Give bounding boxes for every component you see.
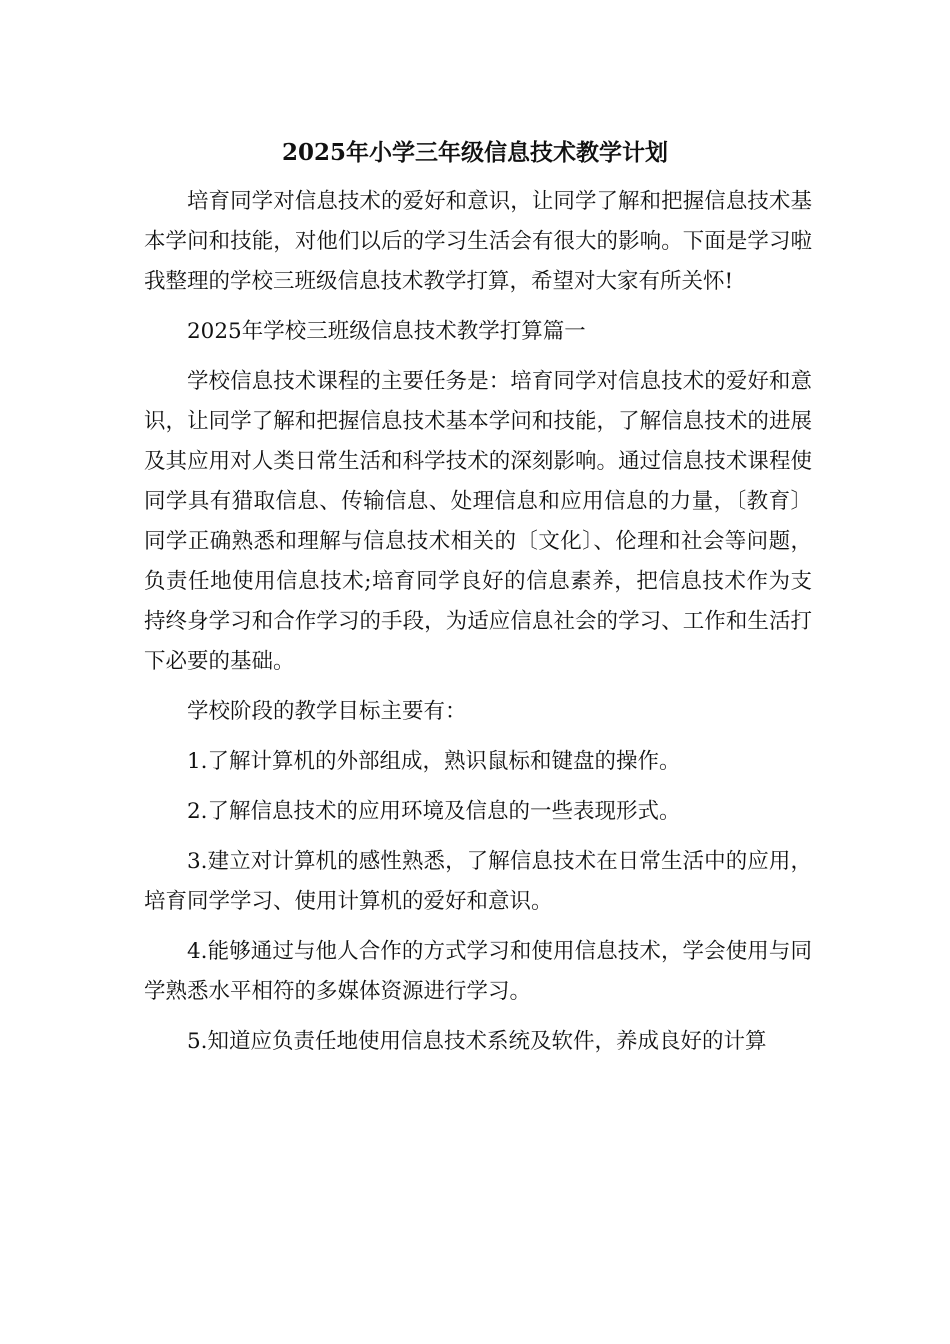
course-task-paragraph: 学校信息技术课程的主要任务是：培育同学对信息技术的爱好和意识，让同学了解和把握信息技术基本学问和技能，了解信息技术的进展及其应用对人类日常生活和科学技术的深刻影响。通过信息技术课程使同学具有猎取信息、传输信息、处理信息和应用信息的力量，〔教育〕同学正确熟悉和理解与信息技术相关的〔文化〕、伦理和社会等问题，负责任地使用信息技术;培育同学良好的信息素养，把信息技术作为支持终身学习和合作学习的手段，为适应信息社会的学习、工作和生活打下必要的基础。	[144, 369, 812, 674]
goal-item-5: 5.知道应负责任地使用信息技术系统及软件，养成良好的计算	[187, 1029, 767, 1054]
document-title: 2025年小学三年级信息技术教学计划	[281, 139, 668, 166]
goal-item-4: 4.能够通过与他人合作的方式学习和使用信息技术，学会使用与同学熟悉水平相符的多媒体资源进行学习。	[144, 939, 812, 1004]
goal-item-1: 1.了解计算机的外部组成，熟识鼠标和键盘的操作。	[187, 749, 681, 774]
intro-paragraph: 培育同学对信息技术的爱好和意识，让同学了解和把握信息技术基本学问和技能，对他们以后的学习生活会有很大的影响。下面是学习啦我整理的学校三班级信息技术教学打算，希望对大家有所关怀!	[144, 189, 812, 294]
goals-intro-paragraph: 学校阶段的教学目标主要有：	[187, 699, 467, 724]
document-body	[144, 182, 812, 1062]
goal-item-3: 3.建立对计算机的感性熟悉，了解信息技术在日常生活中的应用，培育同学学习、使用计算机的爱好和意识。	[144, 849, 812, 914]
goal-item-2: 2.了解信息技术的应用环境及信息的一些表现形式。	[187, 799, 681, 824]
section-heading: 2025年学校三班级信息技术教学打算篇一	[187, 319, 586, 344]
